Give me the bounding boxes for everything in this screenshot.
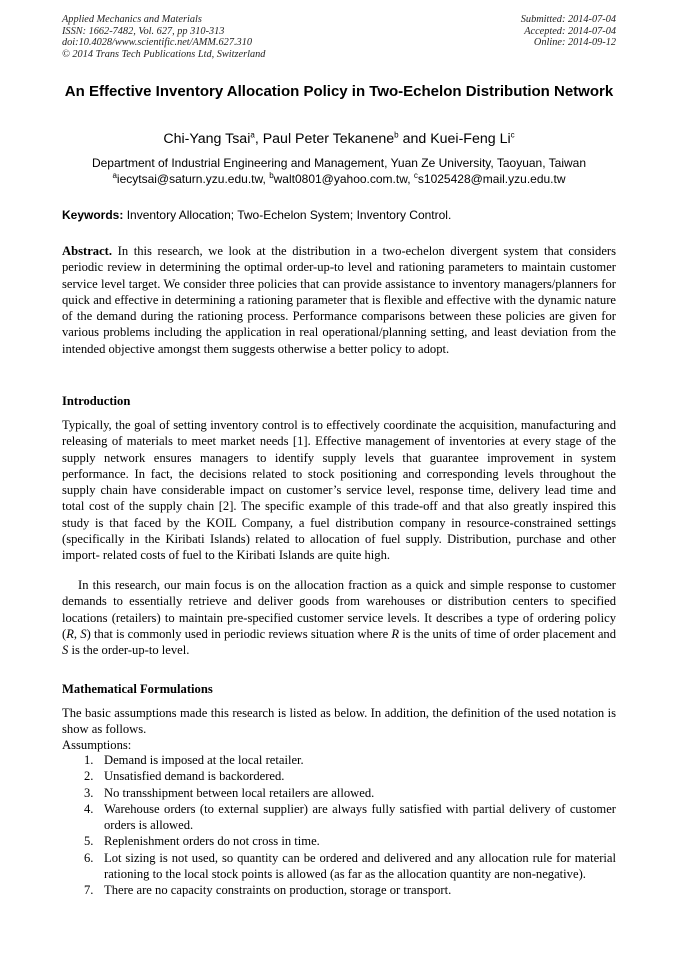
text-run: ) that is commonly used in periodic reviews situation where	[86, 626, 392, 641]
email-mark: c	[413, 171, 418, 180]
journal-copyright: © 2014 Trans Tech Publications Ltd, Switzerland	[62, 48, 266, 60]
list-text: Lot sizing is not used, so quantity can be ordered and delivered and any allocation rule for material rationing to the local stock points is allowed (as far as the allocation quantity are non-negative).	[104, 850, 616, 882]
journal-issn: ISSN: 1662-7482, Vol. 627, pp 310-313	[62, 25, 225, 37]
math-paragraph: The basic assumptions made this research is listed as below. In addition, the definition of the used notation is show as follows.	[62, 706, 616, 737]
email-link[interactable]: walt0801@yahoo.com.tw	[273, 172, 408, 186]
submitted-date: Submitted: 2014-07-04	[520, 14, 616, 25]
introduction-heading: Introduction	[62, 394, 131, 408]
list-number: 2.	[84, 769, 94, 784]
text-run: In this research, our main focus is on the allocation fraction as a quick and simple response to customer demands to essentially retrieve and deliver goods from warehouses or distribution centers to specified locations (retailers) to maintain pre-specified customer service levels. It describes a type of ordering policy (	[62, 578, 616, 641]
list-text: There are no capacity constraints on production, storage or transport.	[104, 883, 452, 898]
online-date: Online: 2014-09-12	[533, 37, 616, 48]
author-affil-mark: a	[250, 130, 255, 140]
list-item	[62, 833, 616, 849]
list-item	[62, 785, 616, 801]
journal-header	[62, 14, 265, 60]
list-number: 3.	[84, 785, 94, 800]
list-item	[62, 882, 616, 898]
affiliation-block	[62, 155, 616, 187]
paper-title: An Effective Inventory Allocation Policy in Two-Echelon Distribution Network	[64, 83, 614, 100]
email-mark: a	[112, 171, 117, 180]
author-name: Kuei-Feng Li	[430, 131, 511, 147]
math-var: R	[391, 626, 400, 641]
list-item	[62, 752, 616, 768]
list-text: Warehouse orders (to external supplier) are always fully satisfied with partial delivery of customer orders is allowed.	[104, 801, 616, 833]
dates-header	[521, 14, 616, 49]
email-link[interactable]: iecytsai@saturn.yzu.edu.tw	[116, 172, 263, 186]
journal-name: Applied Mechanics and Materials	[62, 14, 202, 25]
math-var: S	[80, 626, 87, 641]
accepted-date: Accepted: 2014-07-04	[524, 25, 616, 37]
introduction-paragraph-2	[62, 577, 616, 658]
list-number: 7.	[84, 883, 94, 898]
keywords	[62, 207, 616, 223]
introduction-paragraph-1: Typically, the goal of setting inventory control is to effectively coordinate the acquisition, manufacturing and releasing of materials to meet market needs [1]. Effective management of inventories at every stage of the supply network ensures managers to identify supply levels that guarantee improvement in system performance. In fact, the decisions related to stock positioning and corresponding levels throughout the supply chain have considerable impact on customer’s service level, response time, delivery lead time and total cost of the supply chain [2]. The specific example of this trade-off and that also greatly inspired this study is that faced by the KOIL Company, a fuel distribution company in resource-constrained settings (specifically in the Kiribati Islands) related to allocation of fuel supply. Distribution, purchase and other import- related costs of fuel to the Kiribati Islands are quite high.	[62, 418, 616, 563]
list-text: Replenishment orders do not cross in time.	[104, 834, 320, 849]
list-number: 4.	[84, 801, 94, 816]
affiliation: Department of Industrial Engineering and Management, Yuan Ze University, Taoyuan, Taiwan	[91, 156, 587, 170]
list-number: 1.	[84, 753, 94, 767]
text-run: ,	[73, 626, 81, 641]
list-text: Unsatisfied demand is backordered.	[104, 769, 285, 784]
text-run: is the units of time of order placement and	[399, 626, 617, 641]
assumptions-list	[62, 752, 616, 899]
list-text: No transshipment between local retailers are allowed.	[104, 785, 375, 800]
email-list: $^a$iecytsai@saturn.yzu.edu.tw, $^b$walt0801@yahoo.com.tw, $^c$s1025428@mail.yzu.edu.tw	[112, 171, 566, 186]
email-link[interactable]: s1025428@mail.yzu.edu.tw	[417, 172, 566, 186]
math-var: S	[62, 643, 69, 658]
email-mark: b	[269, 171, 274, 180]
list-number: 6.	[84, 850, 94, 865]
abstract-label: Abstract.	[62, 244, 113, 258]
keywords-label: Keywords:	[62, 208, 124, 222]
author-affil-mark: c	[510, 130, 515, 140]
list-item	[62, 850, 616, 883]
math-var: R	[66, 626, 74, 641]
author-affil-mark: b	[394, 130, 399, 140]
keywords-text: Inventory Allocation; Two-Echelon System; Inventory Control.	[126, 208, 452, 222]
list-item	[62, 801, 616, 834]
journal-doi[interactable]: doi:10.4028/www.scientific.net/AMM.627.310	[62, 37, 252, 48]
author-name: Paul Peter Tekanene	[262, 131, 395, 147]
list-number: 5.	[84, 834, 94, 849]
list-item	[62, 768, 616, 784]
list-text: Demand is imposed at the local retailer.	[104, 753, 304, 767]
text-run: is the order-up-to level.	[68, 643, 190, 658]
abstract	[62, 243, 616, 357]
author-name: Chi-Yang Tsai	[163, 131, 251, 147]
assumptions-label: Assumptions:	[62, 738, 132, 752]
abstract-text: In this research, we look at the distribution in a two-echelon divergent system that considers periodic review in determining the optimal order-up-to level and rationing parameters to maintain customer service level target. We consider three policies that can provide assistance to inventory managers/planners for quick and effective in determining a rationing parameter that is flexible and effective with the dynamic nature of the demand during the rationing process. Performance comparisons between these policies are given for various problems including the application in real operational/planning setting, and least deviation from the intended objective amongst them suggests otherwise a better policy to adopt.	[62, 244, 617, 356]
math-heading: Mathematical Formulations	[62, 682, 213, 696]
author-list: Chi-Yang Tsai$^a$, Paul Peter Tekanene$^b$ and Kuei-Feng Li$^c$	[163, 130, 515, 147]
